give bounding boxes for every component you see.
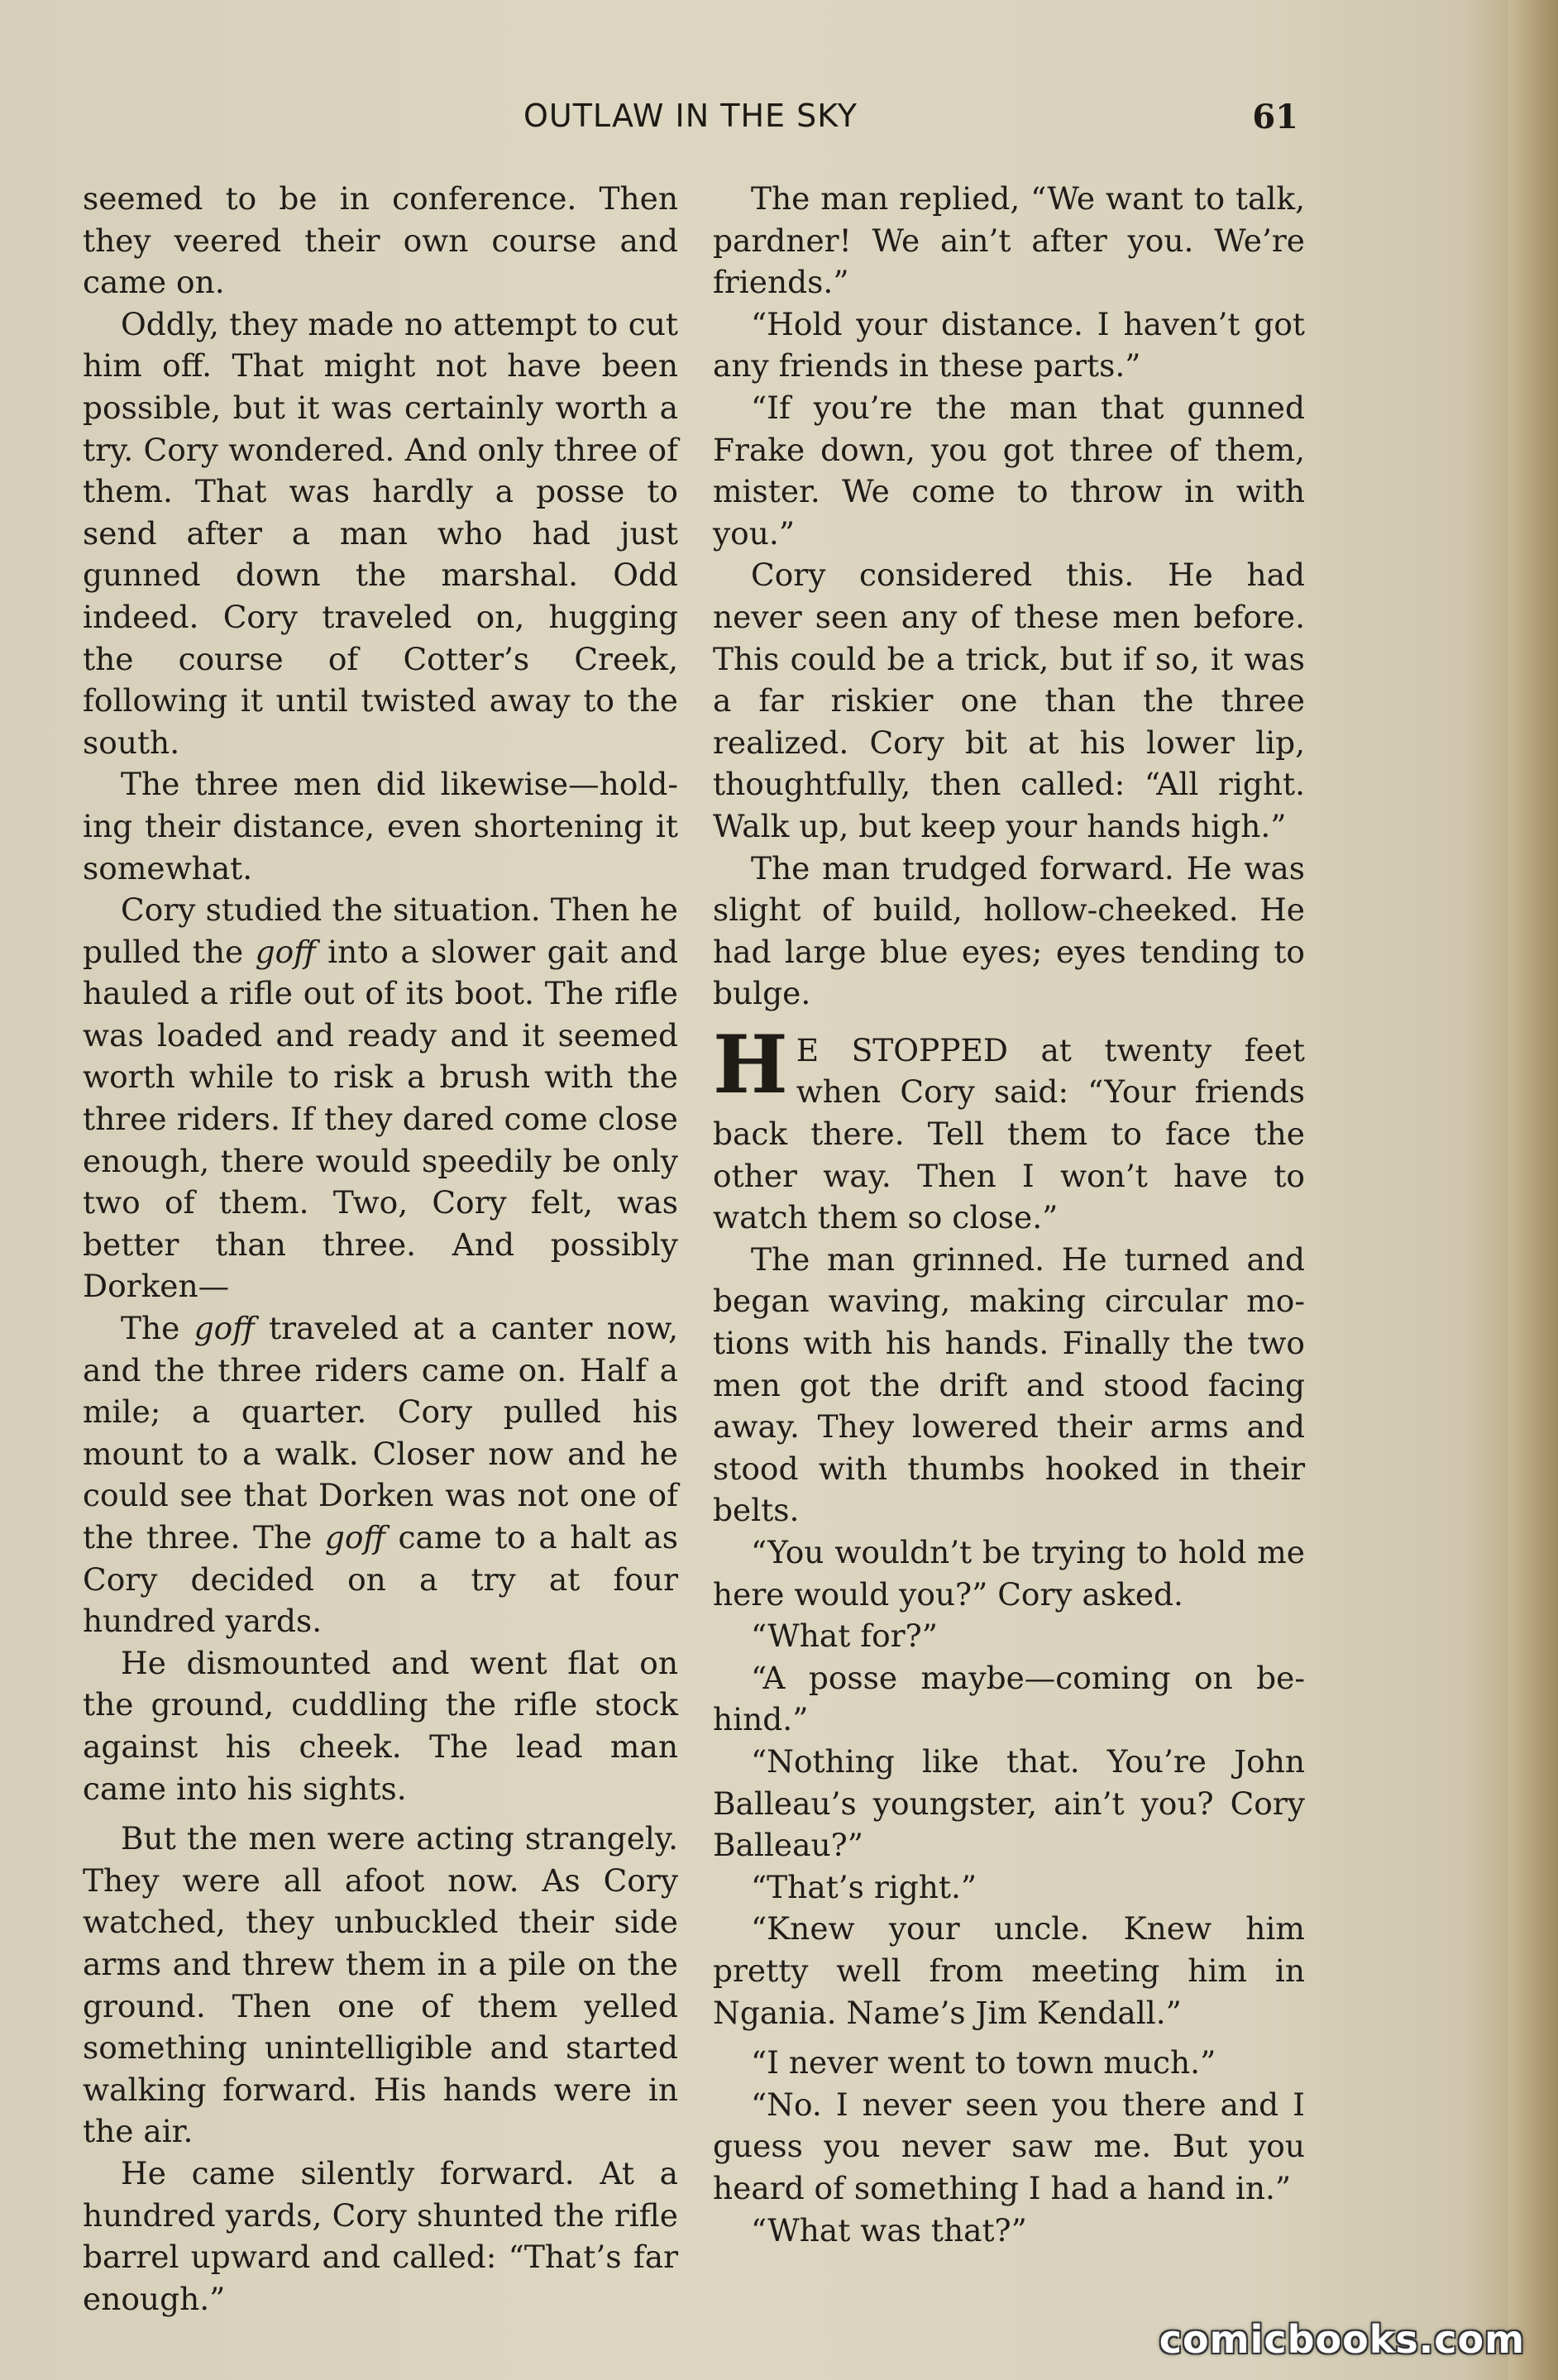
text-run: The man grinned. He turned and began waving, making circular motions with his hands. Finally the two men got the drift and stood facing away. They lowered their arms and stood with thumbs hooked in their belts. [713,1240,1305,1529]
paragraph [83,1642,678,1809]
text-run: “Nothing like that. You’re John Balleau’s youngster, ain’t you? Cory Balleau?” [713,1742,1305,1864]
paragraph [83,303,678,764]
paragraph [713,1239,1305,1532]
paragraph [713,387,1305,554]
italic-text: goff [255,933,316,970]
paragraph [713,2084,1305,2210]
text-run: But the men were acting strangely. They were all afoot now. As Cory watched, they unbuckled their side arms and threw them in a pile on the ground. Then one of them yelled something unintelligible and started walking forward. His hands were in the air. [83,1820,678,2150]
paragraph [83,2153,678,2320]
paragraph [713,303,1305,387]
page-number: 61 [1252,98,1298,136]
paragraph [713,1017,1305,1239]
text-run: “I never went to town much.” [751,2044,1216,2081]
paragraph [713,178,1305,303]
text-run: E STOPPED at twenty feet when Cory said: “Your friends back there. Tell them to face the other way. Then I won’t have to watch them so close.” [713,1031,1305,1236]
paragraph [713,1657,1305,1741]
paragraph [713,554,1305,847]
text-run: The man trudged forward. He was slight of build, hollow-cheeked. He had large blue eyes; eyes tending to bulge. [713,849,1305,1012]
running-title: OUTLAW IN THE SKY [523,98,858,134]
paragraph [83,763,678,889]
text-run: He dismounted and went flat on the ground, cuddling the rifle stock against his cheek. The lead man came into his sights. [83,1644,678,1807]
right-text-column [713,178,1305,2251]
page-spine-edge [1508,0,1558,2380]
text-run: into a slower gait and hauled a rifle out of its boot. The rifle was loaded and ready and it seemed worth while to risk a brush with the three riders. If they dared come close enough, there would speedily be only two of them. Two, Cory felt, was better than three. And possibly Dorken— [83,933,678,1305]
paragraph [713,1615,1305,1657]
text-run: “Knew your uncle. Knew him pretty well from meeting him in Ngania. Name’s Jim Kendall.” [713,1910,1305,2031]
paragraph [83,178,678,303]
paragraph [713,2042,1305,2084]
text-run: Cory considered this. He had never seen any of these men before. This could be a trick, but if so, it was a far riskier one than the three realized. Cory bit at his lower lip, thoughtfully, then called: “All right. Walk up, but keep your hands high.” [713,557,1305,844]
paragraph [713,1532,1305,1615]
italic-text: goff [194,1310,255,1347]
paragraph [713,1908,1305,2034]
text-run: Cory studied the situation. Then he pulled the [83,891,678,970]
italic-text: goff [324,1519,386,1556]
paragraph [713,2210,1305,2252]
text-run: came to a halt as Cory decided on a try at four hundred yards. [83,1519,679,1640]
text-run: “A posse maybe—coming on behind.” [713,1659,1305,1738]
left-text-column [83,178,678,2320]
drop-cap: H [713,1017,788,1111]
text-run: “If you’re the man that gunned Frake down, you got three of them, mister. We come to throw in with you.” [713,389,1305,552]
text-run: “What was that?” [751,2211,1027,2249]
text-run: “Hold your distance. I haven’t got any friends in these parts.” [713,305,1305,385]
text-run: He came silently forward. At a hundred yards, Cory shunted the rifle barrel upward and called: “That’s far enough.” [83,2154,678,2317]
page-header [83,98,1298,147]
text-run: Oddly, they made no attempt to cut him off. That might not have been possible, but it was certainly worth a try. Cory wondered. And only three of them. That was hardly a posse to send after a man who had just gunned down the marshal. Odd indeed. Cory traveled on, hugging the course of Cotter’s Creek, following it until twisted away to the south. [83,305,678,761]
text-run: The three men did likewise—holding their distance, even shortening it somewhat. [83,766,678,887]
text-run: traveled at a canter now, and the three riders came on. Half a mile; a quarter. Cory pulled his mount to a walk. Closer now and he could see that Dorken was not one of the three. The [83,1310,678,1556]
text-run: “No. I never seen you there and I guess you never saw me. But you heard of something I had a hand in.” [713,2086,1305,2206]
text-run: The man replied, “We want to talk, pardner! We ain’t after you. We’re friends.” [713,180,1305,301]
text-run: “That’s right.” [751,1868,977,1905]
site-watermark: comicbooks.com [1159,2317,1525,2362]
paragraph [83,889,678,1307]
text-run: The [121,1310,194,1347]
paragraph [83,1818,678,2153]
paragraph [713,848,1305,1015]
paragraph [713,1741,1305,1866]
paragraph [83,1307,678,1642]
text-run: “What for?” [751,1618,938,1655]
text-run: seemed to be in conference. Then they veered their own course and came on. [83,180,678,301]
text-run: “You wouldn’t be trying to hold me here would you?” Cory asked. [713,1534,1305,1613]
paragraph [713,1866,1305,1909]
